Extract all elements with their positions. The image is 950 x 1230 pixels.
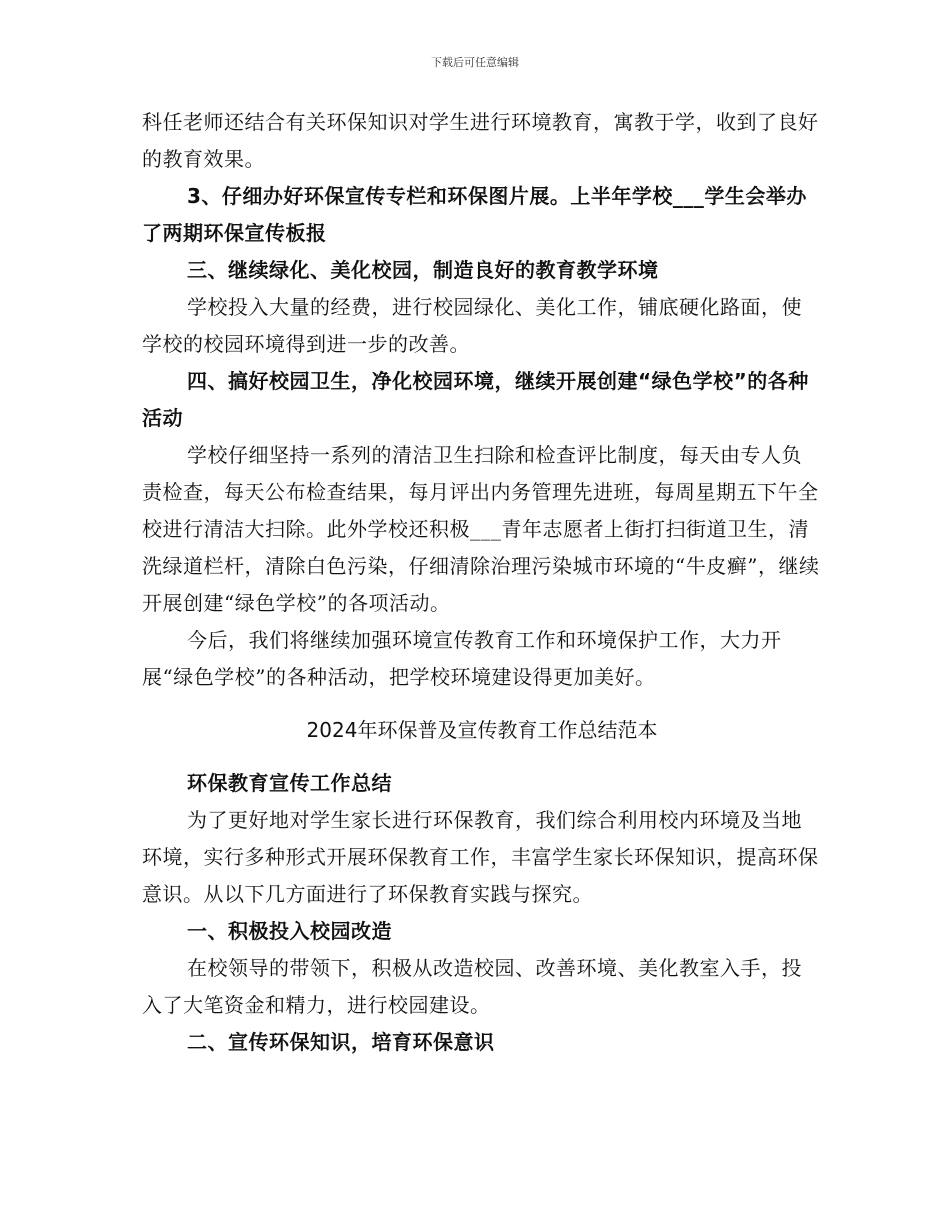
item-3-heading: 3、仔细办好环保宣传专栏和环保图片展。上半年学校___学生会举办了两期环保宣传板报 <box>142 184 807 245</box>
subtitle-summary: 环保教育宣传工作总结 <box>187 771 392 795</box>
paragraph-hygiene: 学校仔细坚持一系列的清洁卫生扫除和检查评比制度，每天由专人负责检查，每天公布检查结果，每月评出内务管理先进班，每周星期五下午全校进行清洁大扫除。此外学校还积极___青年志愿者上街打扫街道卫生，清洗绿道栏杆，清除白色污染，仔细清除治理污染城市环境的“牛皮癣”，继续开展创建“绿色学校”的各项活动。 <box>142 443 820 615</box>
paragraph-intro: 为了更好地对学生家长进行环保教育，我们综合利用校内环境及当地环境，实行多种形式开展环保教育工作，丰富学生家长环保知识，提高环保意识。从以下几方面进行了环保教育实践与探究。 <box>142 808 819 906</box>
document-title: 2024年环保普及宣传教育工作总结范本 <box>306 718 658 742</box>
document-body <box>142 104 822 1061</box>
section-3-heading: 三、继续绿化、美化校园，制造良好的教育教学环境 <box>187 258 659 282</box>
paragraph-continuation: 科任老师还结合有关环保知识对学生进行环境教育，寓教于学，收到了良好的教育效果。 <box>142 110 819 171</box>
paragraph-future: 今后，我们将继续加强环境宣传教育工作和环境保护工作，大力开展“绿色学校”的各种活动，把学校环境建设得更加美好。 <box>142 628 782 689</box>
section-2-heading: 二、宣传环保知识，培育环保意识 <box>187 1030 495 1054</box>
paragraph-renovation: 在校领导的带领下，积极从改造校园、改善环境、美化教室入手，投入了大笔资金和精力，进行校园建设。 <box>142 956 802 1017</box>
section-1-heading: 一、积极投入校园改造 <box>187 919 392 943</box>
section-4-heading: 四、搞好校园卫生，净化校园环境，继续开展创建“绿色学校”的各种活动 <box>142 369 809 430</box>
paragraph-greening: 学校投入大量的经费，进行校园绿化、美化工作，铺底硬化路面，使学校的校园环境得到进一步的改善。 <box>142 295 802 356</box>
page-header-note: 下载后可任意编辑 <box>431 56 519 69</box>
